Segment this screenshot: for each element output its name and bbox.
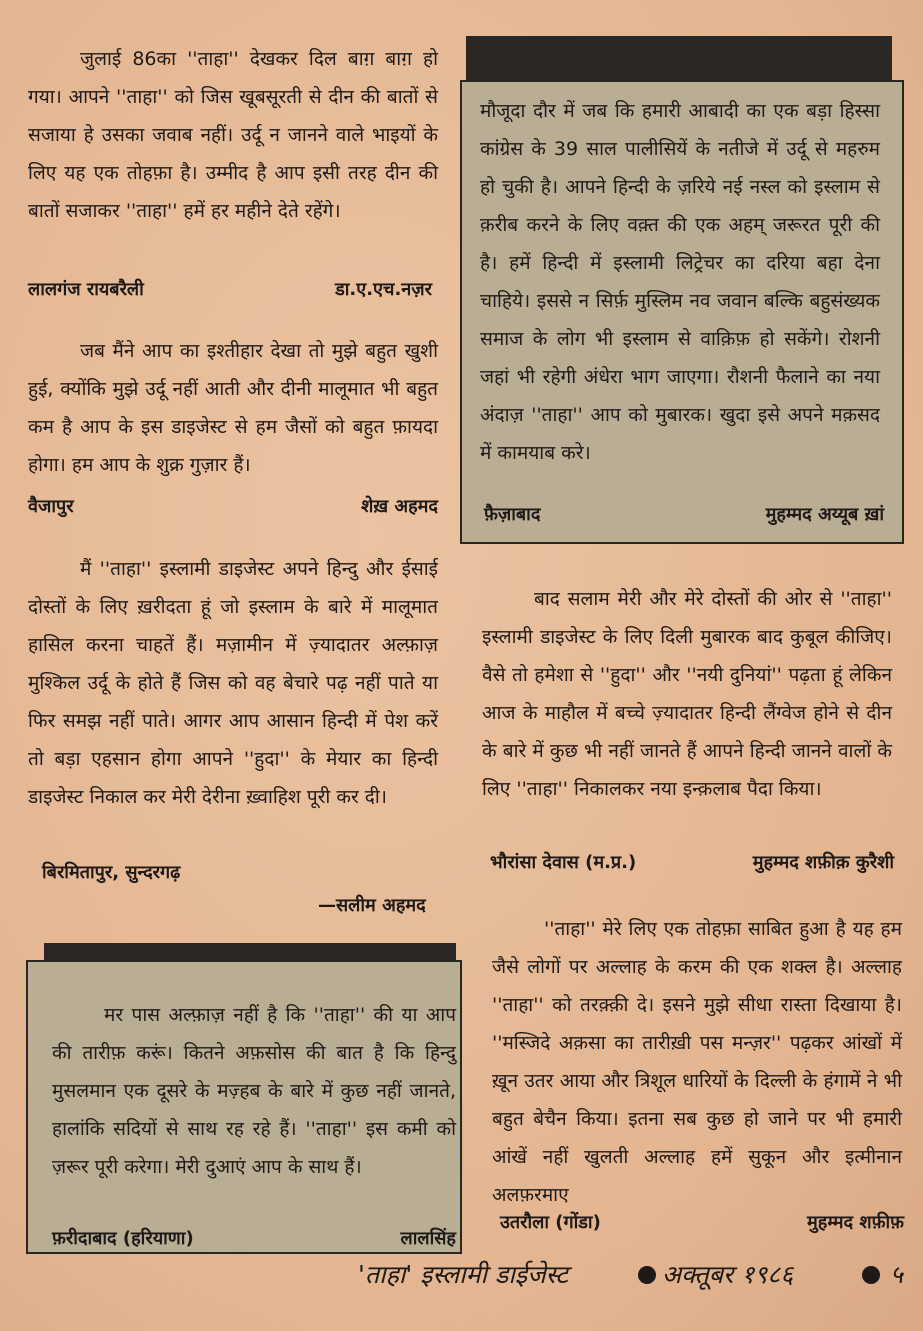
letter-1-text: जुलाई 86का ''ताहा'' देखकर दिल बाग़ बाग़ हो गया। आपने ''ताहा'' को जिस खूबसूरती से दीन की बातों से सजाया हे उसका जवाब नहीं। उर्दू न जानने वाले भाइयों के लिए यह एक तोहफ़ा है। उम्मीद है आप इसी तरह दीन की बातों सजाकर ''ताहा'' हमें हर महीने देते रहेंगे। [28, 48, 438, 222]
letter-7-text: ''ताहा'' मेरे लिए एक तोहफ़ा साबित हुआ है यह हम जैसे लोगों पर अल्लाह के करम की एक शक्ल है। अल्लाह ''ताहा'' को तरक़्क़ी दे। इसने मुझे सीधा रास्ता दिखाया है। ''मस्जिदे अक़सा का तारीख़ी पस मन्ज़र'' पढ़कर आंखों में ख़ून उतर आया और त्रिशूल धारियों के दिल्ली के हंगामें ने भी बहुत बेचैन किया। इतना सब कुछ हो जाने पर भी हमारी आंखें नहीं खुलती अल्लाह हमें सुकून और इत्मीनान अलफ़रमाए [492, 918, 902, 1206]
footer-bullet-icon [638, 1266, 656, 1284]
box-right-header-bar [466, 36, 892, 86]
box-left [26, 960, 462, 1254]
letter-6-signature [490, 848, 894, 878]
footer-date: अक्तूबर १९८६ [662, 1260, 794, 1289]
letter-5-text: मौजूदा दौर में जब कि हमारी आबादी का एक बड़ा हिस्सा कांग्रेस के 39 साल पालीसियें के नतीजे में उर्दू से महरुम हो चुकी है। आपने हिन्दी के ज़रिये नई नस्ल को इस्लाम से क़रीब करने के लिए वक़्त की एक अहम् जरूरत पूरी की है। हमें हिन्दी में इस्लामी लिट्रेचर का दरिया बहा देना चाहिये। इससे न सिर्फ़ मुस्लिम नव जवान बल्कि बहुसंख्यक समाज के लोग भी इस्लाम से वाक़िफ़ हो सकेंगे। रोशनी जहां भी रहेगी अंधेरा भाग जाएगा। रौशनी फैलाने का नया अंदाज़ ''ताहा'' आप को मुबारक। खुदा इसे अपने मक़सद में कामयाब करे। [480, 100, 880, 464]
footer-magazine-name: 'ताहा' इस्लामी डाईजेस्ट [358, 1260, 568, 1289]
letter-4-text: मर पास अल्फ़ाज़ नहीं है कि ''ताहा'' की या आप की तारीफ़ करूं। कितने अफ़सोस की बात है कि हिन्दु मुसलमान एक दूसरे के मज़्हब के बारे में कुछ नहीं जानते, हालांकि सदियों से साथ रह रहे हैं। ''ताहा'' इस कमी को ज़रूर पूरी करेगा। मेरी दुआएं आप के साथ हैं। [52, 1004, 456, 1178]
letter-1-author: डा.ए.एच.नज़र [335, 279, 432, 300]
letter-6-author: मुहम्मद शफ़ीक़ कुरैशी [752, 852, 894, 873]
letter-7-author: मुहम्मद शफ़ीफ़ [807, 1212, 904, 1233]
letter-6-place: भौरांसा देवास (म.प्र.) [490, 852, 637, 873]
letter-2-signature [28, 492, 438, 522]
letter-4-author: लालसिंह [400, 1228, 456, 1249]
letter-2-text: जब मैंने आप का इश्तीहार देखा तो मुझे बहुत खुशी हुई, क्योंकि मुझे उर्दू नहीं आती और दीनी मालूमात भी बहुत कम है आप के इस डाइजेस्ट से हम जैसों को बहुत फ़ायदा होगा। हम आप के शुक्र गुज़ार हैं। [28, 340, 438, 476]
letter-1-place: लालगंज रायबरैली [28, 279, 144, 300]
letter-3-signature [42, 858, 442, 888]
letter-5-place: फ़ैज़ाबाद [484, 504, 541, 525]
footer-bullet-icon [862, 1266, 880, 1284]
letter-2-place: वैजापुर [28, 496, 74, 517]
letter-5-author: मुहम्मद अय्यूब ख़ां [765, 504, 884, 525]
page-number: ५ [890, 1260, 904, 1289]
letter-4-place: फ़रीदाबाद (हरियाणा) [52, 1228, 194, 1249]
letter-7-place: उतरौला (गोंडा) [500, 1212, 601, 1233]
letter-3-author: —सलीम अहमद [318, 895, 426, 916]
letter-3-text: मैं ''ताहा'' इस्लामी डाइजेस्ट अपने हिन्दु और ईसाई दोस्तों के लिए ख़रीदता हूं जो इस्लाम के बारे में मालूमात हासिल करना चाहतें हैं। मज़ामीन में ज़्यादातर अल्फ़ाज़ मुश्किल उर्दू के होते हैं जिस को वह बेचारे पढ़ नहीं पाते या फिर समझ नहीं पाते। आगर आप आसान हिन्दी में पेश करें तो बड़ा एहसान होगा आपने ''हुदा'' के मेयार का हिन्दी डाइजेस्ट निकाल कर मेरी देरीना ख़्वाहिश पूरी कर दी। [28, 558, 438, 808]
letter-6-text: बाद सलाम मेरी और मेरे दोस्तों की ओर से ''ताहा'' इस्लामी डाइजेस्ट के लिए दिली मुबारक बाद कुबूल कीजिए। वैसे तो हमेशा से ''हुदा'' और ''नयी दुनियां'' पढ़ता हूं लेकिन आज के माहौल में बच्चे ज़्यादातर हिन्दी लैंग्वेज होने से दीन के बारे में कुछ भी नहीं जानते हैं आपने हिन्दी जानने वालों के लिए ''ताहा'' निकालकर नया इन्क़लाब पैदा किया। [482, 588, 892, 800]
box-right [460, 80, 904, 544]
letter-3-place: बिरमितापुर, सुन्दरगढ़ [42, 862, 181, 883]
letter-4-signature [52, 1224, 456, 1254]
page-footer [0, 1255, 923, 1295]
letter-2-author: शेख़ अहमद [361, 496, 438, 517]
letter-7-signature [500, 1208, 904, 1238]
letter-1-signature [28, 275, 432, 305]
letter-5-signature [484, 500, 884, 530]
